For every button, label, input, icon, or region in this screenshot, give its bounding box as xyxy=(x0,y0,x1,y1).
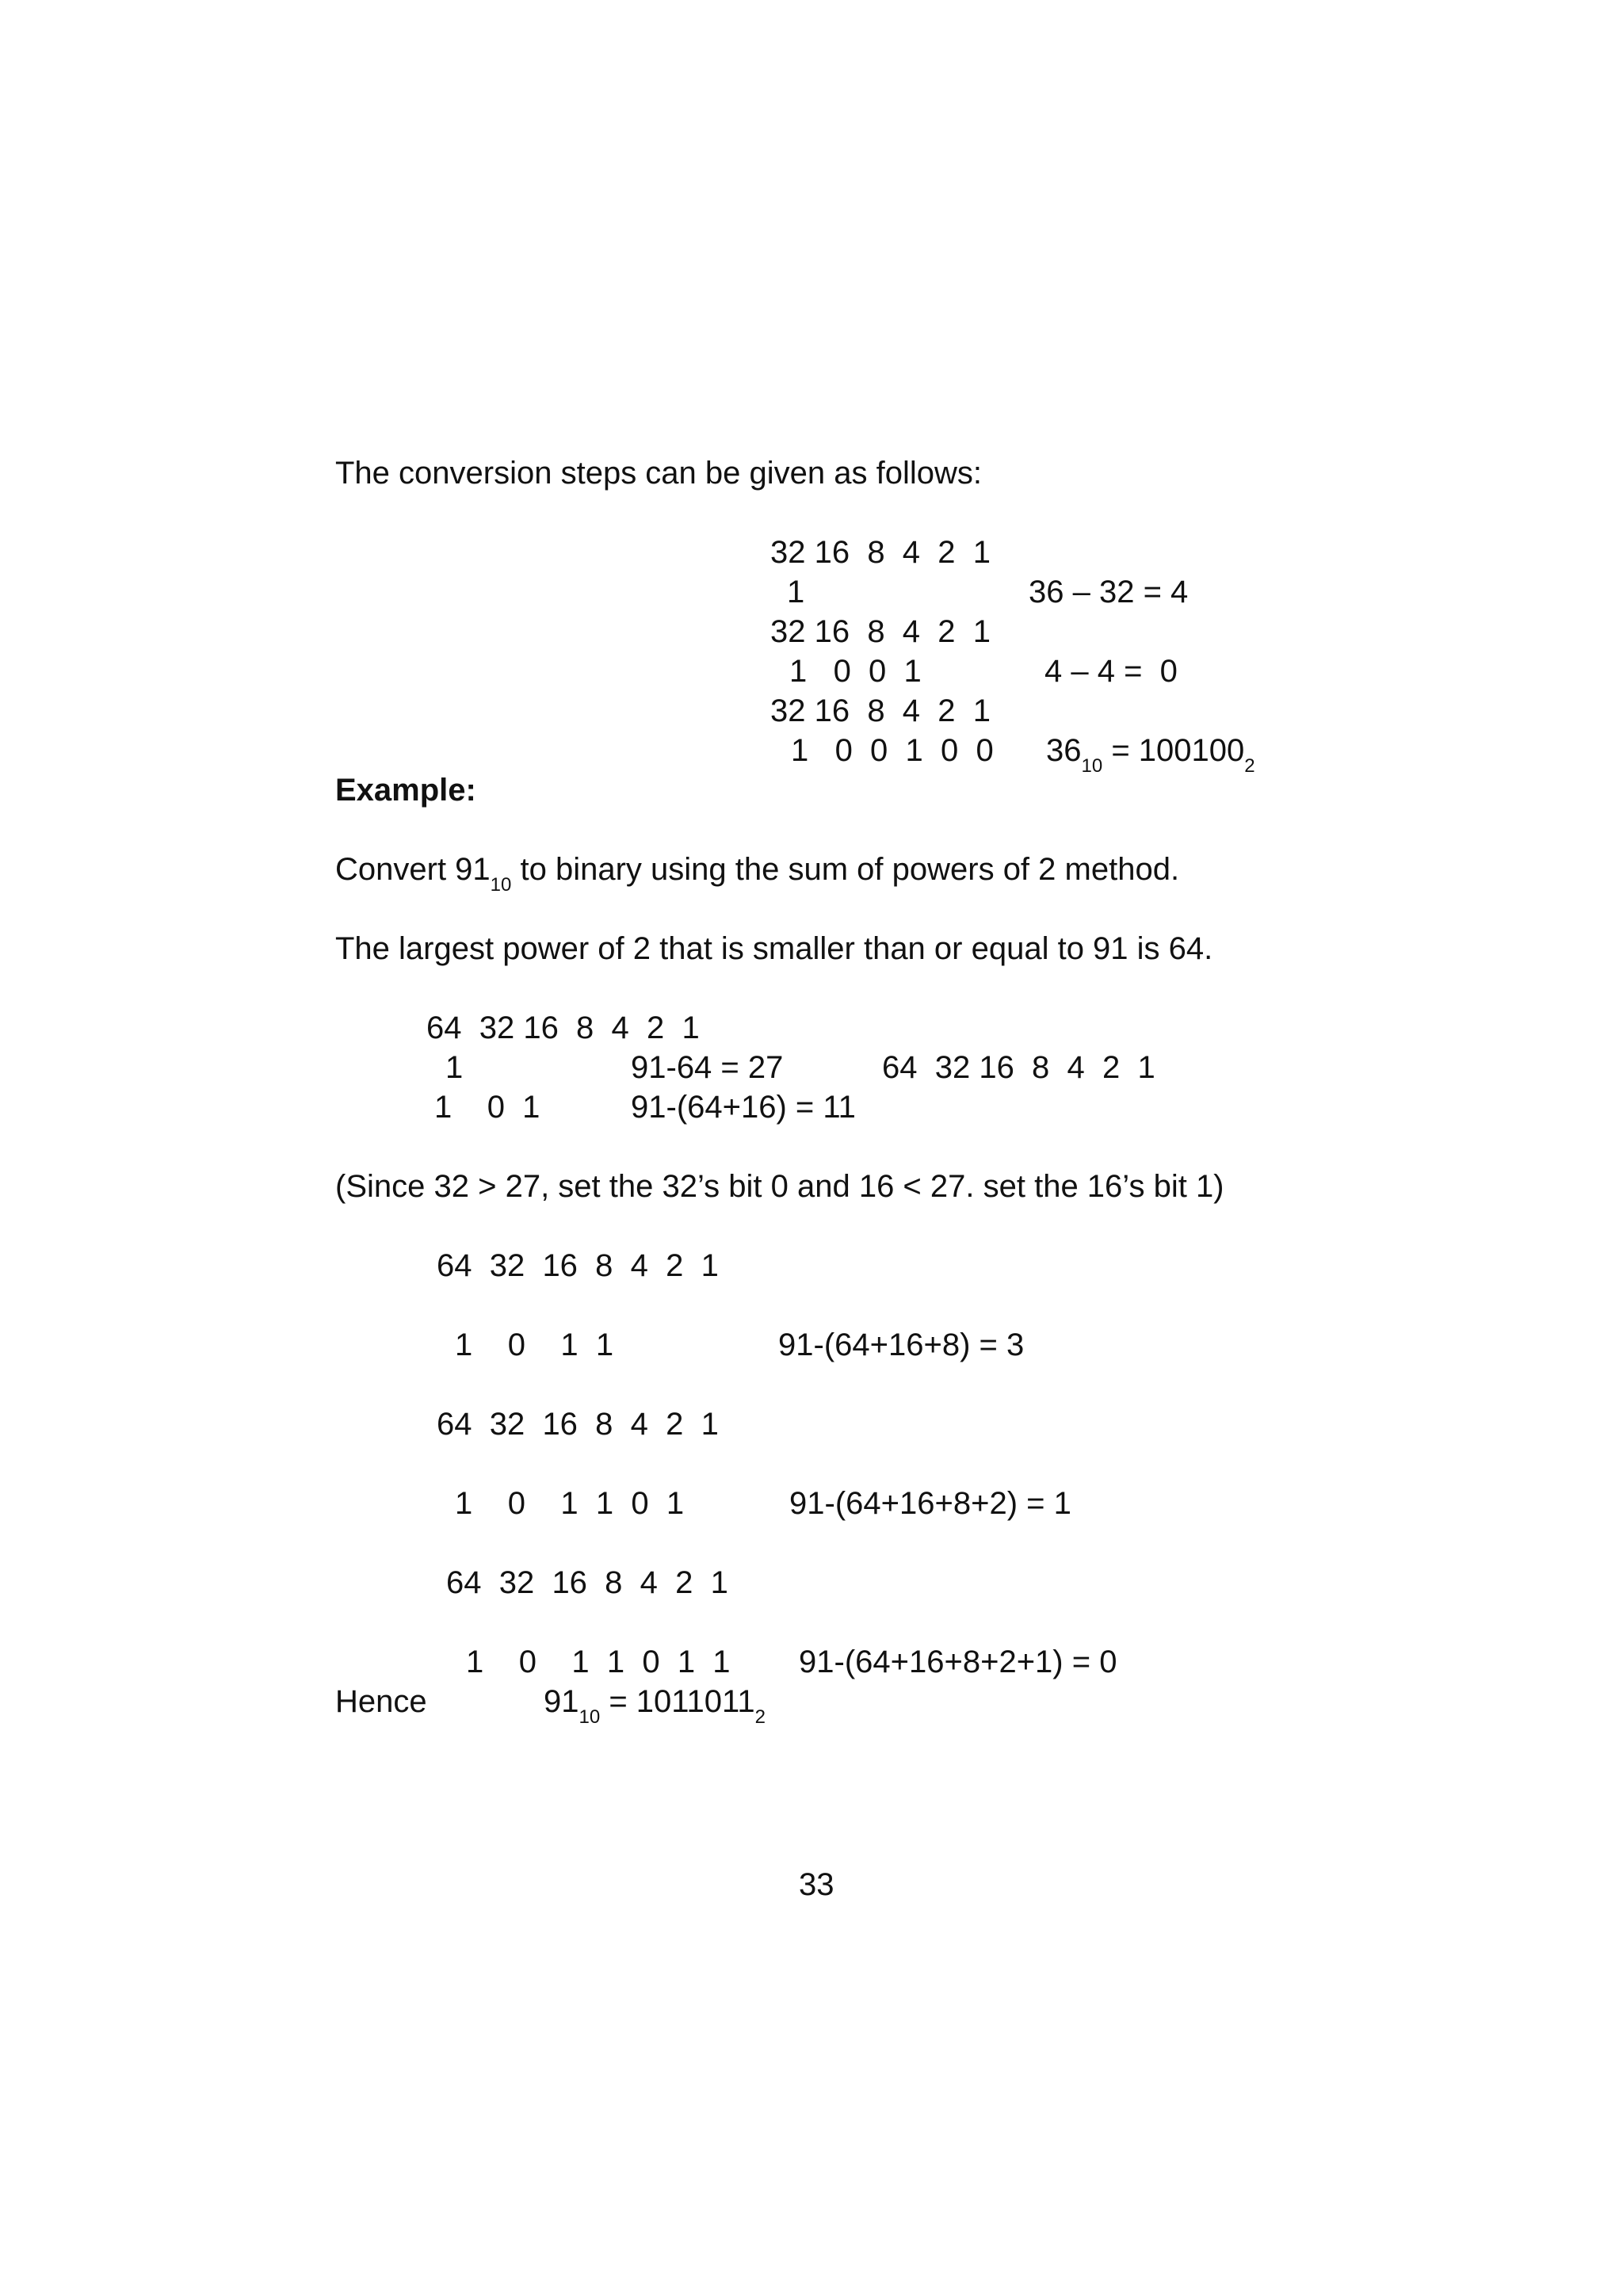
powers-row: 32 16 8 4 2 1 xyxy=(770,614,991,649)
subtraction-note: 91-(64+16+8+2+1) = 0 xyxy=(799,1645,1117,1679)
powers-row: 32 16 8 4 2 1 xyxy=(770,693,991,728)
since-note: (Since 32 > 27, set the 32’s bit 0 and 16 < 27. set the 16’s bit 1) xyxy=(335,1169,1224,1204)
hence-equation xyxy=(544,1683,766,1728)
result-subscript: 2 xyxy=(1244,755,1255,777)
result-value: = 100100 xyxy=(1102,733,1245,768)
largest-power-text: The largest power of 2 that is smaller than or equal to 91 is 64. xyxy=(335,931,1213,966)
bits-row: 1 0 1 1 0 1 1 xyxy=(466,1645,731,1679)
intro-text: The conversion steps can be given as follows: xyxy=(335,456,982,491)
bits-row: 1 xyxy=(445,1050,464,1085)
convert-subscript: 10 xyxy=(490,874,512,896)
result-base: 36 xyxy=(1046,733,1082,768)
convert-sentence xyxy=(335,850,1180,896)
hence-base-subscript: 10 xyxy=(579,1706,601,1728)
example-heading: Example: xyxy=(335,773,476,808)
subtraction-note: 91-(64+16) = 11 xyxy=(631,1090,856,1125)
hence-value: = 1011011 xyxy=(600,1684,755,1719)
hence-base: 91 xyxy=(544,1684,579,1719)
powers-row: 64 32 16 8 4 2 1 xyxy=(446,1565,728,1600)
powers-row: 64 32 16 8 4 2 1 xyxy=(437,1248,719,1283)
bits-row: 1 0 1 1 xyxy=(455,1328,614,1362)
bits-row: 1 0 0 1 xyxy=(789,654,922,689)
page-number: 33 xyxy=(799,1867,834,1902)
subtraction-note: 91-64 = 27 xyxy=(631,1050,784,1085)
convert-post: to binary using the sum of powers of 2 method. xyxy=(511,852,1180,887)
result-equation xyxy=(1046,732,1255,777)
subtraction-note: 4 – 4 = 0 xyxy=(1044,654,1178,689)
powers-row: 64 32 16 8 4 2 1 xyxy=(426,1010,700,1045)
bits-row: 1 0 1 xyxy=(434,1090,540,1125)
subtraction-note: 36 – 32 = 4 xyxy=(1029,575,1189,609)
subtraction-note: 91-(64+16+8) = 3 xyxy=(778,1328,1025,1362)
convert-pre: Convert 91 xyxy=(335,852,491,887)
base-subscript: 10 xyxy=(1081,755,1103,777)
hence-label: Hence xyxy=(335,1684,427,1719)
bits-row: 1 0 1 1 0 1 xyxy=(455,1486,685,1521)
bits-row: 1 0 0 1 0 0 xyxy=(791,733,994,768)
bits-row: 1 xyxy=(787,575,805,609)
subtraction-note: 91-(64+16+8+2) = 1 xyxy=(789,1486,1071,1521)
hence-result-subscript: 2 xyxy=(754,1706,766,1728)
powers-row-right: 64 32 16 8 4 2 1 xyxy=(882,1050,1155,1085)
powers-row: 32 16 8 4 2 1 xyxy=(770,535,991,570)
powers-row: 64 32 16 8 4 2 1 xyxy=(437,1407,719,1442)
